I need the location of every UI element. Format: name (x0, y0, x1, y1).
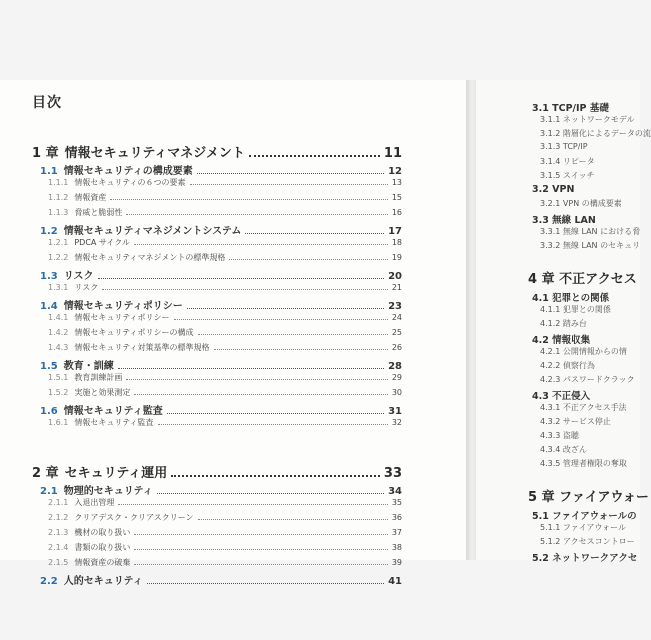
entry-number: 2.1.2 (48, 513, 69, 522)
entry-page: 16 (391, 208, 402, 217)
dot-leader (118, 504, 387, 505)
entry-title: 実施と効果測定 (74, 388, 131, 397)
entry-number: 2.1 (40, 486, 58, 497)
toc-subsection (48, 497, 402, 508)
dot-leader (229, 259, 387, 260)
right-toc-sub: 4.3.5 管理者権限の奪取 (540, 459, 627, 468)
toc-subsection (48, 527, 402, 538)
right-toc-sub: 4.3.2 サービス停止 (540, 417, 611, 426)
entry-number: 1.2 (40, 226, 58, 237)
entry-title: 情報セキュリティポリシーの構成 (74, 328, 194, 337)
entry-title: 人的セキュリティ (63, 576, 143, 587)
entry-page: 21 (391, 283, 402, 292)
dot-leader (158, 424, 388, 425)
toc-section (40, 297, 402, 312)
entry-title: 機材の取り扱い (74, 528, 131, 537)
dot-leader (134, 394, 387, 395)
dot-leader (214, 349, 388, 350)
toc-section (40, 222, 402, 237)
toc-subsection (48, 207, 402, 218)
toc-section (40, 162, 402, 177)
toc-chapter (32, 142, 402, 161)
dot-leader (198, 519, 388, 520)
toc-chapter (32, 462, 402, 481)
right-toc-chap: 5 章 ファイアウォー (528, 490, 649, 505)
entry-title: 情報セキュリティマネジメントの標準規格 (74, 253, 226, 262)
toc-subsection (48, 342, 402, 353)
entry-number: 2.1.5 (48, 558, 69, 567)
dot-leader (118, 368, 384, 369)
toc-title: 目次 (32, 95, 62, 111)
entry-title: リスク (74, 283, 99, 292)
entry-title: セキュリティ運用 (64, 466, 168, 481)
toc-subsection (48, 282, 402, 293)
entry-page: 32 (391, 418, 402, 427)
entry-number: 1.6.1 (48, 418, 69, 427)
right-toc-sub: 4.1.2 踏み台 (540, 319, 587, 328)
right-toc-sub: 4.3.4 改ざん (540, 445, 587, 454)
entry-number: 1.2.2 (48, 253, 69, 262)
entry-title: 脅威と脆弱性 (74, 208, 123, 217)
toc-subsection (48, 417, 402, 428)
dot-leader (197, 173, 384, 174)
toc-section (40, 402, 402, 417)
dot-leader (171, 475, 380, 477)
dot-leader (126, 214, 387, 215)
entry-title: 情報セキュリティ対策基準の標準規格 (74, 343, 210, 352)
entry-title: 情報セキュリティポリシー (74, 313, 170, 322)
entry-number: 2.1.4 (48, 543, 69, 552)
right-toc-sub: 3.1.3 TCP/IP (540, 142, 588, 151)
right-toc-chap: 4 章 不正アクセス (528, 272, 637, 287)
entry-page: 12 (388, 166, 402, 177)
entry-title: 情報セキュリティの構成要素 (63, 166, 193, 177)
entry-title: 書類の取り扱い (74, 543, 131, 552)
entry-title: 情報セキュリティの６つの要素 (74, 178, 186, 187)
entry-number: 2.2 (40, 576, 58, 587)
entry-number: 1.1.2 (48, 193, 69, 202)
entry-title: 入退出管理 (74, 498, 115, 507)
entry-page: 25 (391, 328, 402, 337)
entry-title: 情報資産 (74, 193, 107, 202)
dot-leader (157, 493, 384, 494)
toc-subsection (48, 312, 402, 323)
entry-page: 17 (388, 226, 402, 237)
entry-number: 1.4.2 (48, 328, 69, 337)
toc-subsection (48, 557, 402, 568)
entry-page: 31 (388, 406, 402, 417)
entry-number: 1.3.1 (48, 283, 69, 292)
entry-page: 23 (388, 301, 402, 312)
entry-page: 15 (391, 193, 402, 202)
entry-page: 38 (391, 543, 402, 552)
entry-title: PDCA サイクル (74, 238, 130, 247)
book-photo (0, 80, 651, 587)
entry-number: 1 章 (32, 146, 59, 161)
right-toc-sec: 4.1 犯罪との関係 (532, 293, 610, 304)
entry-title: 物理的セキュリティ (63, 486, 153, 497)
dot-leader (245, 233, 384, 234)
right-toc-sub: 3.3.1 無線 LAN における脅 (540, 227, 641, 236)
entry-page: 35 (391, 498, 402, 507)
right-toc-sub: 4.2.3 パスワードクラック (540, 375, 635, 384)
toc-left-page (0, 80, 466, 587)
entry-page: 28 (388, 361, 402, 372)
entry-number: 1.2.1 (48, 238, 69, 247)
right-toc-sub: 3.1.4 リピータ (540, 157, 595, 166)
right-toc-sub: 5.1.1 ファイアウォール (540, 523, 627, 532)
right-toc-sec: 5.2 ネットワークアクセ (532, 553, 638, 564)
entry-title: クリアデスク・クリアスクリーン (74, 513, 194, 522)
toc-subsection (48, 327, 402, 338)
right-toc-sub: 4.3.3 盗聴 (540, 431, 579, 440)
entry-page: 41 (388, 576, 402, 587)
entry-title: リスク (63, 271, 94, 282)
entry-page: 29 (391, 373, 402, 382)
entry-number: 2.1.3 (48, 528, 69, 537)
entry-number: 1.4.3 (48, 343, 69, 352)
entry-page: 11 (383, 146, 402, 161)
toc-subsection (48, 177, 402, 188)
entry-page: 13 (391, 178, 402, 187)
toc-subsection (48, 252, 402, 263)
entry-title: 教育訓練計画 (74, 373, 123, 382)
right-toc-sec: 4.2 情報収集 (532, 335, 591, 346)
toc-subsection (48, 542, 402, 553)
toc-subsection (48, 372, 402, 383)
entry-number: 1.5 (40, 361, 58, 372)
entry-page: 19 (391, 253, 402, 262)
entry-number: 1.1.3 (48, 208, 69, 217)
right-toc-sub: 3.2.1 VPN の構成要素 (540, 199, 622, 208)
dot-leader (198, 334, 388, 335)
right-toc-sub: 3.1.5 スイッチ (540, 171, 595, 180)
dot-leader (134, 534, 387, 535)
entry-page: 33 (383, 466, 402, 481)
right-toc-sub: 4.1.1 犯罪との関係 (540, 305, 611, 314)
dot-leader (126, 379, 387, 380)
right-toc-sub: 4.2.2 偵察行為 (540, 361, 595, 370)
dot-leader (134, 564, 387, 565)
dot-leader (102, 289, 388, 290)
right-toc-sub: 3.3.2 無線 LAN のセキュリ (540, 241, 641, 250)
entry-page: 39 (391, 558, 402, 567)
toc-subsection (48, 192, 402, 203)
entry-page: 37 (391, 528, 402, 537)
entry-number: 1.4 (40, 301, 58, 312)
toc-section (40, 267, 402, 282)
entry-number: 1.5.1 (48, 373, 69, 382)
entry-number: 2.1.1 (48, 498, 69, 507)
dot-leader (187, 308, 384, 309)
entry-page: 18 (391, 238, 402, 247)
entry-page: 26 (391, 343, 402, 352)
entry-title: 情報セキュリティマネジメント (64, 146, 245, 161)
dot-leader (98, 278, 385, 279)
entry-page: 20 (388, 271, 402, 282)
book-gutter (466, 80, 476, 560)
right-toc-sub: 4.3.1 不正アクセス手法 (540, 403, 627, 412)
dot-leader (134, 549, 387, 550)
entry-number: 1.4.1 (48, 313, 69, 322)
toc-right-page (476, 80, 651, 564)
entry-title: 情報セキュリティポリシー (63, 301, 183, 312)
toc-section (40, 357, 402, 372)
entry-number: 1.3 (40, 271, 58, 282)
entry-number: 1.1.1 (48, 178, 69, 187)
dot-leader (110, 199, 387, 200)
right-toc-sec: 4.3 不正侵入 (532, 391, 591, 402)
dot-leader (134, 244, 388, 245)
right-toc-sub: 5.1.2 アクセスコントロー (540, 537, 635, 546)
entry-page: 30 (391, 388, 402, 397)
right-toc-sub: 3.1.2 階層化によるデータの流 (540, 129, 651, 138)
toc-subsection (48, 387, 402, 398)
entry-title: 教育・訓練 (63, 361, 114, 372)
dot-leader (147, 583, 384, 584)
entry-number: 1.6 (40, 406, 58, 417)
entry-number: 1.5.2 (48, 388, 69, 397)
entry-title: 情報セキュリティマネジメントシステム (63, 226, 242, 237)
dot-leader (174, 319, 388, 320)
dot-leader (190, 184, 388, 185)
toc-section (40, 482, 402, 497)
right-toc-sec: 5.1 ファイアウォールの (532, 511, 637, 522)
right-toc-sub: 4.2.1 公開情報からの情 (540, 347, 627, 356)
right-toc-sec: 3.2 VPN (532, 184, 575, 195)
entry-page: 36 (391, 513, 402, 522)
right-toc-sec: 3.3 無線 LAN (532, 215, 596, 226)
toc-section (40, 572, 402, 587)
right-toc-sub: 3.1.1 ネットワークモデル (540, 115, 635, 124)
dot-leader (167, 413, 384, 414)
right-toc-sec: 3.1 TCP/IP 基礎 (532, 103, 609, 114)
entry-title: 情報セキュリティ監査 (74, 418, 154, 427)
dot-leader (249, 155, 380, 157)
toc-subsection (48, 237, 402, 248)
entry-number: 1.1 (40, 166, 58, 177)
entry-page: 34 (388, 486, 402, 497)
entry-title: 情報セキュリティ監査 (63, 406, 163, 417)
entry-page: 24 (391, 313, 402, 322)
entry-number: 2 章 (32, 466, 59, 481)
entry-title: 情報資産の破棄 (74, 558, 131, 567)
toc-subsection (48, 512, 402, 523)
